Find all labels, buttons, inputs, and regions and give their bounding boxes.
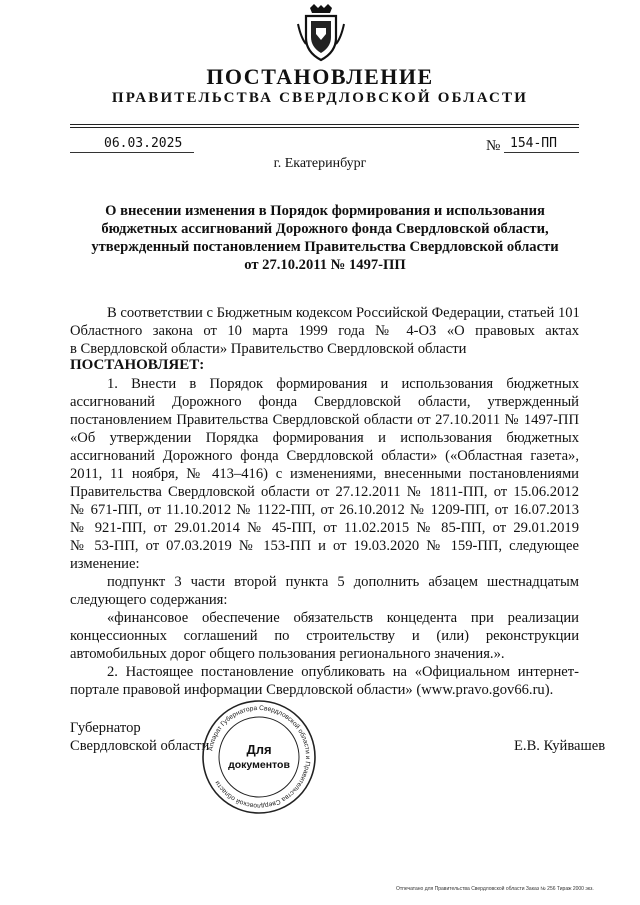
- body-line: В соответствии с Бюджетным кодексом Российской Федерации, статьей 101: [107, 305, 580, 321]
- document-number: 154-ПП: [510, 136, 557, 151]
- signatory-name: Е.В. Куйвашев: [514, 738, 606, 754]
- body-line: «Об утверждении Порядка формирования и использования бюджетных: [70, 430, 579, 446]
- body-line: ассигнований Дорожного фонда Свердловской области, утвержденный: [70, 394, 579, 410]
- decree-keyword: ПОСТАНОВЛЯЕТ:: [70, 357, 205, 373]
- coat-of-arms-icon: [296, 4, 346, 62]
- number-sign: №: [486, 138, 501, 154]
- body-line: ассигнований Дорожного фонда Свердловской области» («Областная газета»,: [70, 448, 579, 464]
- document-issuer: ПРАВИТЕЛЬСТВА СВЕРДЛОВСКОЙ ОБЛАСТИ: [111, 90, 529, 106]
- date-underline: [70, 152, 194, 153]
- body-line: № 921-ПП, от 29.01.2014 № 45-ПП, от 11.02.2015 № 85-ПП, от 29.01.2019: [70, 520, 579, 536]
- heading-line: О внесении изменения в Порядок формирования и использования: [105, 203, 545, 219]
- body-line: портале правовой информации Свердловской области» (www.pravo.gov66.ru).: [70, 682, 554, 698]
- header-divider-double: [70, 127, 579, 128]
- body-line: в Свердловской области» Правительство Свердловской области: [70, 341, 467, 357]
- stamp-ring-text: Аппарат Губернатора Свердловской области и Правительства Свердловской области: [207, 704, 312, 810]
- heading-line: утвержденный постановлением Правительства Свердловской области: [91, 239, 559, 255]
- heading-line: бюджетных ассигнований Дорожного фонда Свердловской области,: [101, 221, 549, 237]
- body-line: 1. Внести в Порядок формирования и использования бюджетных: [107, 376, 579, 392]
- document-title: ПОСТАНОВЛЕНИЕ: [206, 64, 434, 89]
- stamp-center-line1: Для: [246, 742, 272, 757]
- body-line: № 671-ПП, от 11.10.2012 № 1122-ПП, от 26.10.2012 № 1209-ПП, от 16.07.2013: [70, 502, 579, 518]
- signatory-region: Свердловской области: [70, 738, 210, 754]
- signatory-title: Губернатор: [70, 720, 141, 736]
- stamp-center-line2: документов: [228, 759, 290, 771]
- body-line: Областного закона от 10 марта 1999 года № 4-ОЗ «О правовых актах: [70, 323, 579, 339]
- body-line: следующего содержания:: [70, 592, 228, 608]
- number-underline: [504, 152, 579, 153]
- body-line: 2011, 11 ноября, № 413–416) с изменениями, внесенными постановлениями: [70, 466, 579, 482]
- document-heading: [86, 202, 564, 274]
- body-line: № 53-ПП, от 07.03.2019 № 153-ПП и от 19.03.2020 № 159-ПП, следующее: [70, 538, 579, 554]
- print-footer: Отпечатано для Правительства Свердловской области Заказ № 256 Тираж 2000 экз.: [396, 886, 594, 892]
- header-divider: [70, 124, 579, 125]
- body-line: автомобильных дорог общего пользования регионального значения.».: [70, 646, 505, 662]
- body-line: Правительства Свердловской области от 27.12.2011 № 1811-ПП, от 15.06.2012: [70, 484, 579, 500]
- city-line: г. Екатеринбург: [273, 156, 367, 171]
- document-date: 06.03.2025: [104, 136, 183, 151]
- body-line: «финансовое обеспечение обязательств концедента при реализации: [107, 610, 579, 626]
- body-line: 2. Настоящее постановление опубликовать на «Официальном интернет-: [107, 664, 579, 680]
- body-line: постановлением Правительства Свердловской области от 27.10.2011 № 1497-ПП: [70, 412, 579, 428]
- body-line: подпункт 3 части второй пункта 5 дополнить абзацем шестнадцатым: [107, 574, 579, 590]
- body-line: изменение:: [70, 556, 140, 572]
- official-stamp: [200, 698, 318, 816]
- heading-line: от 27.10.2011 № 1497-ПП: [244, 257, 406, 273]
- body-line: концессионных соглашений по строительству и (или) реконструкции: [70, 628, 579, 644]
